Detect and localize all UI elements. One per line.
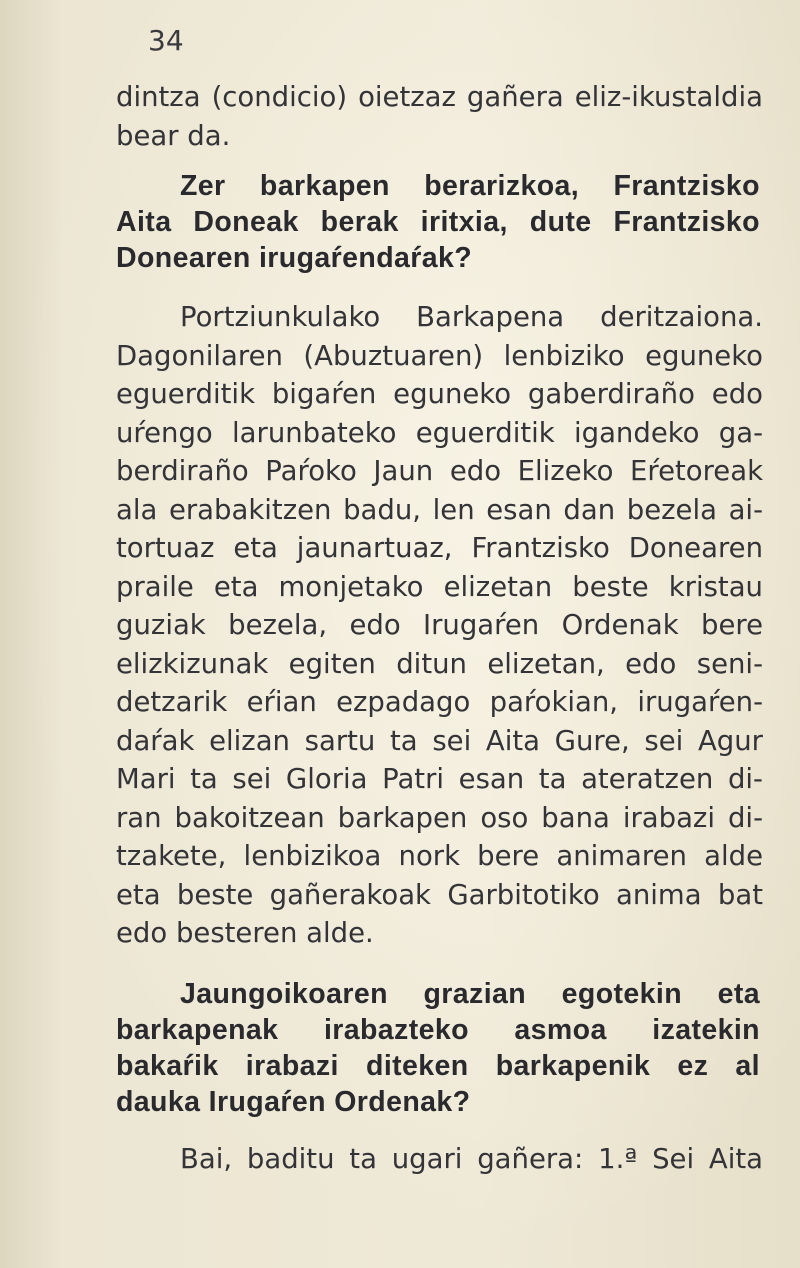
text-line: Bai, baditu ta ugari gañera: 1.ª Sei Aita xyxy=(180,1143,763,1175)
text-line: ran bakoitzean barkapen oso bana irabazi di- xyxy=(116,801,763,834)
text-line: ala erabakitzen badu, len esan dan bezela ai- xyxy=(116,493,763,526)
text-line: eguerditik bigaŕen eguneko gaberdiraño edo xyxy=(116,378,763,410)
text-line: Dagonilaren (Abuztuaren) lenbiziko eguneko xyxy=(116,339,763,372)
text-line: praile eta monjetako elizetan beste kristau xyxy=(116,570,763,603)
intro-paragraph xyxy=(116,78,763,155)
text-line: elizkizunak egiten ditun elizetan, edo seni- xyxy=(116,647,763,680)
question-heading xyxy=(116,976,760,1120)
text-line: guziak bezela, edo Irugaŕen Ordenak bere xyxy=(116,609,763,641)
question-line: Zer barkapen berarizkoa, Frantzisko xyxy=(180,170,760,202)
question-line: bakaŕik irabazi diteken barkapenik ez al xyxy=(116,1050,760,1082)
question-line: dauka Irugaŕen Ordenak? xyxy=(116,1086,471,1118)
text-line: dintza (condicio) oietzaz gañera eliz-ikustaldia xyxy=(116,81,763,113)
text-line: bear da. xyxy=(116,119,231,152)
page-number: 34 xyxy=(148,24,184,57)
text-line: daŕak elizan sartu ta sei Aita Gure, sei Agur xyxy=(116,724,763,757)
text-line: uŕengo larunbateko eguerditik igandeko ga- xyxy=(116,416,763,449)
text-line: detzarik eŕian ezpadago paŕokian, irugaŕen- xyxy=(116,686,763,718)
question-line: barkapenak irabazteko asmoa izatekin xyxy=(116,1014,760,1046)
question-heading xyxy=(116,168,760,276)
answer-paragraph xyxy=(116,298,763,953)
question-line: Donearen irugaŕendaŕak? xyxy=(116,242,473,274)
text-line: Portziunkulako Barkapena deritzaiona. xyxy=(180,301,763,333)
answer-paragraph xyxy=(116,1140,763,1179)
text-line: berdiraño Paŕoko Jaun edo Elizeko Eŕetoreak xyxy=(116,455,763,487)
text-line: eta beste gañerakoak Garbitotiko anima bat xyxy=(116,878,763,911)
text-line: edo besteren alde. xyxy=(116,917,374,949)
text-line: tzakete, lenbizikoa nork bere animaren alde xyxy=(116,840,763,872)
text-line: tortuaz eta jaunartuaz, Frantzisko Donearen xyxy=(116,532,763,564)
question-line: Jaungoikoaren grazian egotekin eta xyxy=(180,978,760,1010)
question-line: Aita Doneak berak iritxia, dute Frantzisko xyxy=(116,206,760,238)
text-line: Mari ta sei Gloria Patri esan ta ateratzen di- xyxy=(116,763,763,795)
